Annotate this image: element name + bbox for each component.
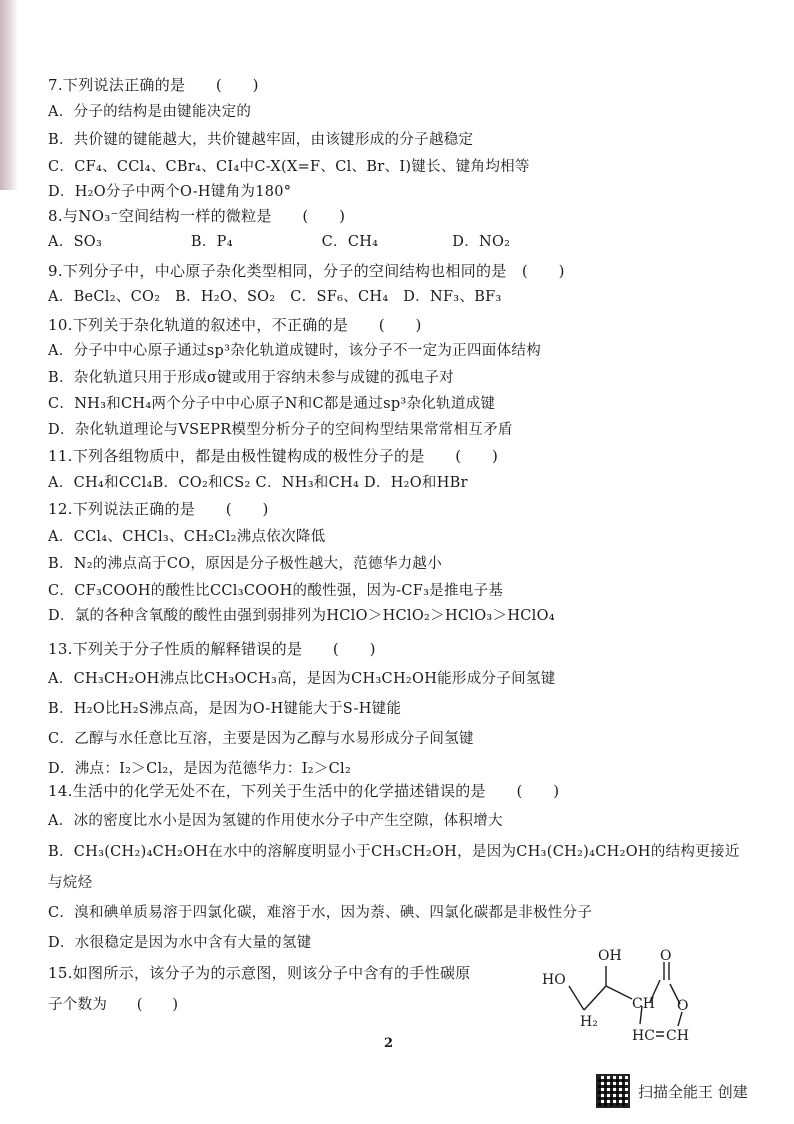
bond (569, 986, 584, 1010)
question-line-q10a: A．分子中中心原子通过sp³杂化轨道成键时，该分子不一定为正四面体结构 (48, 343, 542, 359)
question-line-q13: 13.下列关于分子性质的解释错误的是 ( ) (48, 640, 376, 658)
question-line-q10: 10.下列关于杂化轨道的叙述中，不正确的是 ( ) (48, 316, 422, 334)
question-line-q7a: A．分子的结构是由键能决定的 (48, 104, 252, 120)
question-line-q7: 7.下列说法正确的是 ( ) (48, 76, 259, 94)
atom-label: H₂ (580, 1014, 598, 1030)
question-line-q12: 12.下列说法正确的是 ( ) (48, 500, 269, 518)
question-line-q12c: C．CF₃COOH的酸性比CCl₃COOH的酸性强，因为-CF₃是推电子基 (48, 583, 504, 599)
question-line-q14c: C．溴和碘单质易溶于四氯化碳，难溶于水，因为萘、碘、四氯化碳都是非极性分子 (48, 905, 593, 921)
question-line-q10b: B．杂化轨道只用于形成σ键或用于容纳未参与成键的孤电子对 (48, 370, 454, 386)
question-line-q13b: B．H₂O比H₂S沸点高，是因为O-H键能大于S-H键能 (48, 701, 402, 717)
question-line-q7d: D．H₂O分子中两个O-H键角为180° (48, 184, 292, 200)
atom-label: CH (666, 1028, 689, 1044)
question-line-q13d: D．沸点：I₂＞Cl₂，是因为范德华力：I₂＞Cl₂ (48, 761, 352, 777)
question-line-q12d: D．氯的各种含氧酸的酸性由强到弱排列为HClO＞HClO₂＞HClO₃＞HClO₄ (48, 608, 555, 624)
question-line-q10d: D．杂化轨道理论与VSEPR模型分析分子的空间构型结果常常相互矛盾 (48, 422, 513, 438)
question-line-q10c: C．NH₃和CH₄两个分子中中心原子N和C都是通过sp³杂化轨道成键 (48, 396, 496, 412)
molecule-structure-diagram (540, 944, 730, 1044)
scanner-watermark (596, 1074, 748, 1108)
scanner-label: 扫描全能王 创建 (638, 1082, 748, 1101)
question-line-q15: 15.如图所示，该分子为的示意图，则该分子中含有的手性碳原 (48, 964, 471, 982)
question-line-q13c: C．乙醇与水任意比互溶，主要是因为乙醇与水易形成分子间氢键 (48, 731, 474, 747)
question-line-q7b: B．共价键的键能越大，共价键越牢固，由该键形成的分子越稳定 (48, 132, 474, 148)
question-line-q8: 8.与NO₃⁻空间结构一样的微粒是 ( ) (48, 207, 346, 225)
question-line-q9: 9.下列分子中，中心原子杂化类型相同，分子的空间结构也相同的是 ( ) (48, 262, 565, 280)
bond (584, 986, 606, 1010)
atom-label: HO (542, 972, 566, 988)
bond (606, 986, 632, 999)
question-line-q12b: B．N₂的沸点高于CO，原因是分子极性越大，范德华力越小 (48, 556, 443, 572)
question-line-q11o: A．CH₄和CCl₄B．CO₂和CS₂ C．NH₃和CH₄ D．H₂O和HBr (48, 475, 468, 491)
qr-code-icon (596, 1074, 630, 1108)
atom-label: CH (632, 996, 655, 1012)
atom-label: O (677, 998, 689, 1014)
question-line-q9o: A．BeCl₂、CO₂ B．H₂O、SO₂ C．SF₆、CH₄ D．NF₃、BF₃ (48, 289, 502, 305)
question-line-q12a: A．CCl₄、CHCl₃、CH₂Cl₂沸点依次降低 (48, 529, 326, 545)
question-line-q14: 14.生活中的化学无处不在，下列关于生活中的化学描述错误的是 ( ) (48, 782, 560, 800)
page-number: 2 (384, 1036, 394, 1051)
atom-label: OH (598, 948, 622, 964)
atom-label: HC (632, 1028, 655, 1044)
question-line-q14b2: 与烷烃 (48, 875, 93, 891)
question-line-q14d: D．水很稳定是因为水中含有大量的氢键 (48, 935, 312, 951)
question-line-q14a: A．冰的密度比水小是因为氢键的作用使水分子中产生空隙，体积增大 (48, 813, 503, 829)
question-line-q13a: A．CH₃CH₂OH沸点比CH₃OCH₃高，是因为CH₃CH₂OH能形成分子间氢键 (48, 671, 556, 687)
bond (678, 1012, 682, 1026)
question-line-q11: 11.下列各组物质中，都是由极性键构成的极性分子的是 ( ) (48, 447, 499, 465)
question-line-q14b: B．CH₃(CH₂)₄CH₂OH在水中的溶解度明显小于CH₃CH₂OH，是因为CH₃(CH₂)₄CH₂OH的结构更接近 (48, 844, 740, 860)
question-line-q15b: 子个数为 ( ) (48, 997, 179, 1013)
question-line-q8o: A．SO₃ B．P₄ C．CH₄ D．NO₂ (48, 234, 511, 250)
binding-edge-mark (0, 0, 18, 190)
atom-label: O (660, 948, 672, 964)
question-line-q7c: C．CF₄、CCl₄、CBr₄、CI₄中C-X(X=F、Cl、Br、I)键长、键角均相等 (48, 159, 530, 175)
